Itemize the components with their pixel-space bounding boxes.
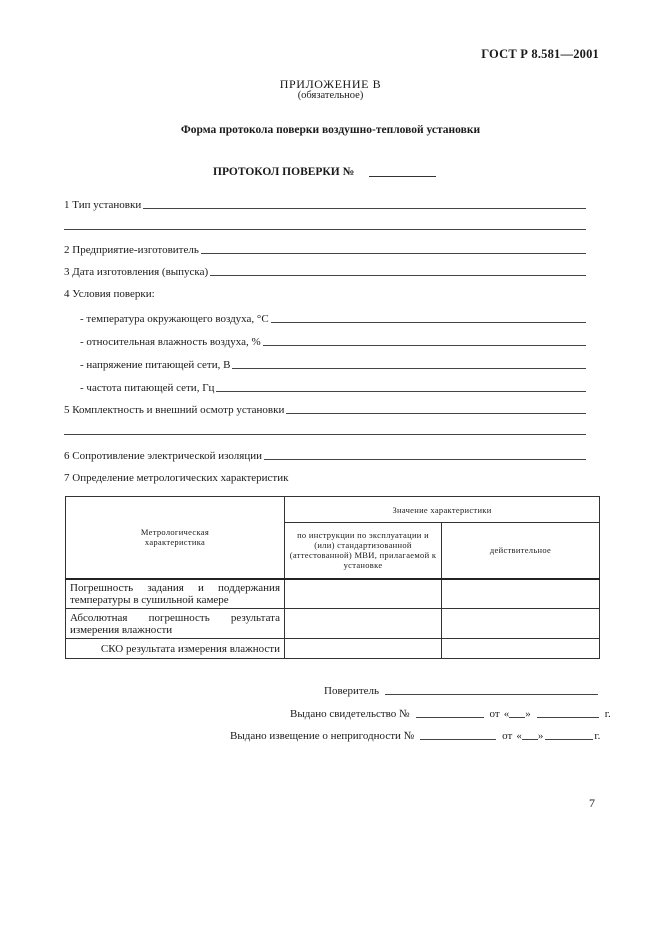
row-label: Погрешность задания и поддержания температуры в сушильной камере: [66, 579, 285, 609]
table-row: [66, 609, 600, 639]
field-label: 6 Сопротивление электрической изоляции: [64, 450, 262, 462]
field-label: 1 Тип установки: [64, 199, 142, 211]
cell-actual: [442, 579, 600, 609]
field-insulation-resistance: [64, 448, 586, 462]
notice-number-line: [420, 739, 496, 740]
certificate-label: Выдано свидетельство №: [290, 708, 410, 720]
fill-line: [143, 208, 586, 209]
verifier-line: [385, 694, 598, 695]
cell-per-instruction: [285, 639, 442, 659]
fill-line: [216, 391, 586, 392]
month-line: [545, 739, 593, 740]
protocol-number-line: [369, 176, 436, 177]
field-label: - напряжение питающей сети, В: [80, 359, 231, 371]
field-label: - частота питающей сети, Гц: [80, 382, 215, 394]
field-verification-conditions: 4 Условия поверки:: [64, 288, 155, 300]
certificate-number-line: [416, 717, 484, 718]
month-line: [537, 717, 599, 718]
field-ambient-temperature: [80, 311, 586, 325]
field-supply-voltage: [80, 357, 586, 371]
notice-label: Выдано извещение о непригодности №: [230, 730, 415, 742]
fill-line: [271, 322, 586, 323]
field-label: 5 Комплектность и внешний осмотр установки: [64, 404, 285, 416]
field-installation-type: [64, 197, 586, 211]
row-label: Абсолютная погрешность результата измерения влажности: [66, 609, 285, 639]
cell-per-instruction: [285, 609, 442, 639]
field-relative-humidity: [80, 334, 586, 348]
cell-actual: [442, 609, 600, 639]
field-manufacturer: [64, 242, 586, 256]
fill-line: [286, 413, 586, 414]
day-line: [509, 717, 525, 718]
field-label: - относительная влажность воздуха, %: [80, 336, 261, 348]
field-label: - температура окружающего воздуха, °С: [80, 313, 269, 325]
year-label: г.: [594, 730, 601, 742]
column-header-value-group: Значение характеристики: [285, 497, 600, 523]
day-line: [522, 739, 538, 740]
column-header-actual: действительное: [442, 523, 600, 579]
quote-open: «: [516, 730, 522, 742]
table-row: [66, 639, 600, 659]
field-completeness-inspection: [64, 402, 586, 416]
continuation-line: [64, 229, 586, 230]
cell-actual: [442, 639, 600, 659]
certificate-line: [290, 706, 611, 720]
fill-line: [264, 459, 586, 460]
row-label: СКО результата измерения влажности: [66, 639, 285, 659]
fill-line: [210, 275, 586, 276]
table-row: [66, 579, 600, 609]
page-number: 7: [589, 796, 595, 810]
fill-line: [232, 368, 586, 369]
from-label: от: [502, 730, 513, 742]
year-label: г.: [604, 708, 611, 720]
field-metrological-characteristics: 7 Определение метрологических характеристик: [64, 472, 289, 484]
standard-code: ГОСТ Р 8.581—2001: [481, 47, 599, 61]
appendix-title: ПРИЛОЖЕНИЕ В: [279, 77, 382, 91]
form-title: Форма протокола поверки воздушно-тепловой установки: [180, 124, 481, 136]
quote-close: »: [525, 708, 531, 720]
continuation-line: [64, 434, 586, 435]
fill-line: [201, 253, 586, 254]
metrological-table: [65, 496, 600, 659]
field-supply-frequency: [80, 380, 586, 394]
verifier-signature: [324, 683, 598, 697]
appendix-status: (обязательное): [297, 90, 364, 101]
from-label: от: [489, 708, 500, 720]
column-header-characteristic: Метрологическая характеристика: [66, 497, 285, 579]
column-header-per-instruction: по инструкции по эксплуатации и (или) стандартизованной (аттестованной) МВИ, прилагаемой к установке: [285, 523, 442, 579]
quote-close: »: [537, 730, 544, 742]
field-label: 2 Предприятие-изготовитель: [64, 244, 199, 256]
field-manufacture-date: [64, 264, 586, 278]
fill-line: [263, 345, 586, 346]
protocol-title: ПРОТОКОЛ ПОВЕРКИ №: [213, 166, 355, 178]
verifier-label: Поверитель: [324, 685, 380, 697]
cell-per-instruction: [285, 579, 442, 609]
quote-open: «: [503, 708, 510, 720]
notice-line: [230, 728, 600, 742]
field-label: 3 Дата изготовления (выпуска): [64, 266, 209, 278]
